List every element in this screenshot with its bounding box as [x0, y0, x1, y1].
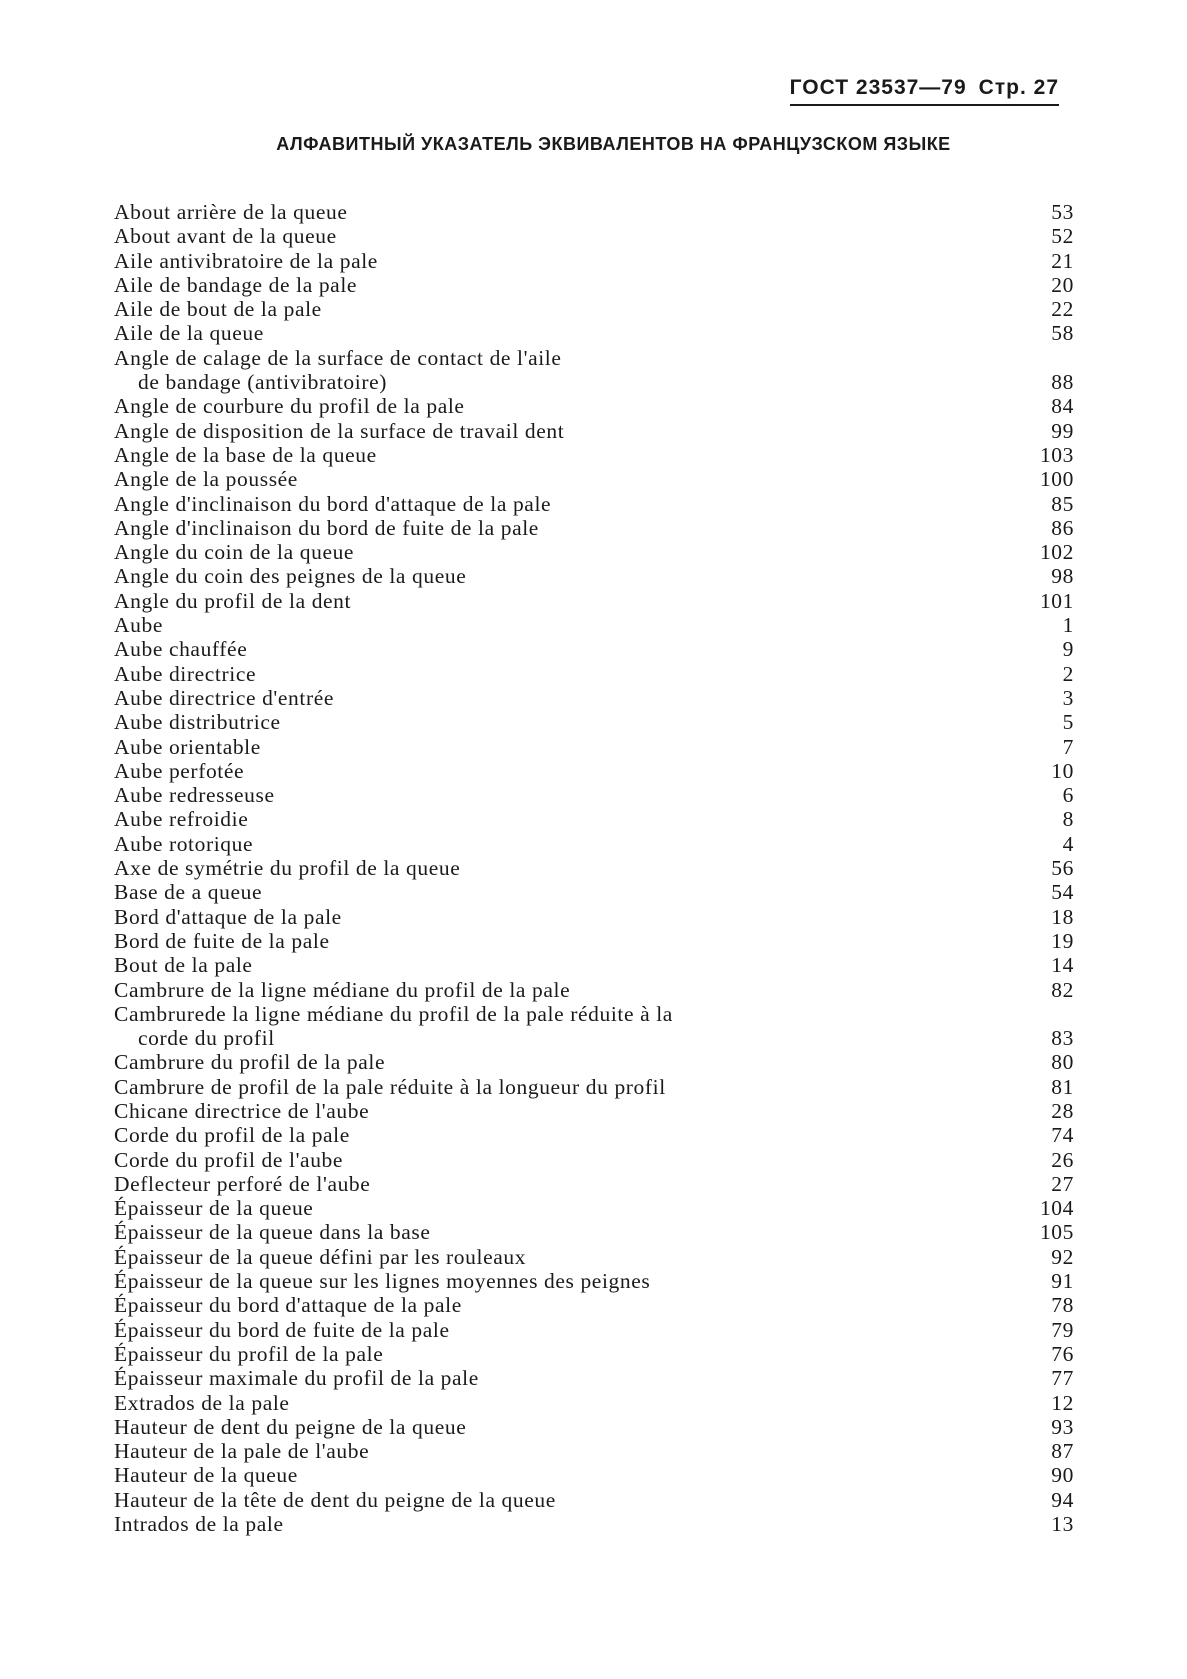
index-entry [114, 1342, 1074, 1366]
entry-page-number: 99 [1051, 418, 1074, 443]
index-entry [114, 637, 1074, 661]
index-entry [114, 1293, 1074, 1317]
index-entry [114, 905, 1074, 929]
entry-page-number: 92 [1051, 1244, 1074, 1269]
entry-term: Cambrure du profil de la pale [114, 1050, 386, 1075]
entry-page-number: 83 [1051, 1026, 1074, 1051]
index-entry [114, 1220, 1074, 1244]
index-entry [114, 613, 1074, 637]
entry-page-number: 13 [1051, 1512, 1074, 1537]
entry-page-number: 85 [1051, 491, 1074, 516]
entry-term: Aube perfotée [114, 758, 245, 783]
entry-term: Aube directrice [114, 661, 257, 686]
entry-page-number: 79 [1051, 1317, 1074, 1342]
entry-page-number: 80 [1051, 1050, 1074, 1075]
entry-page-number: 78 [1051, 1293, 1074, 1318]
entry-page-number: 27 [1051, 1171, 1074, 1196]
entry-term: Épaisseur maximale du profil de la pale [114, 1366, 479, 1391]
index-entry [114, 1269, 1074, 1293]
entry-term: Base de a queue [114, 880, 263, 905]
entry-term: Aube redresseuse [114, 783, 275, 808]
entry-page-number: 88 [1051, 370, 1074, 395]
index-entry [114, 710, 1074, 734]
entry-term: Aube refroidie [114, 807, 249, 832]
entry-term: Hauteur de dent du peigne de la queue [114, 1414, 467, 1439]
index-entry [114, 735, 1074, 759]
entry-term: Épaisseur de la queue défini par les rouleaux [114, 1244, 527, 1269]
entry-term: Cambrure de profil de la pale réduite à la longueur du profil [114, 1074, 666, 1099]
entry-term: Angle de la poussée [114, 467, 298, 492]
entry-page-number: 87 [1051, 1439, 1074, 1464]
entry-page-number: 81 [1051, 1074, 1074, 1099]
index-entry [114, 273, 1074, 297]
index-entry [114, 929, 1074, 953]
index-entry [114, 249, 1074, 273]
entry-page-number: 12 [1051, 1390, 1074, 1415]
entry-page-number: 77 [1051, 1366, 1074, 1391]
index-entry [114, 589, 1074, 613]
index-entry [114, 200, 1074, 224]
entry-page-number: 2 [1062, 661, 1074, 686]
entry-page-number: 4 [1062, 831, 1074, 856]
entry-term: Angle du profil de la dent [114, 588, 352, 613]
index-entry [114, 1463, 1074, 1487]
entry-page-number: 76 [1051, 1341, 1074, 1366]
entry-term: Aube directrice d'entrée [114, 685, 335, 710]
entry-page-number: 10 [1051, 758, 1074, 783]
index-entry [114, 1488, 1074, 1512]
index-entry [114, 394, 1074, 418]
entry-term: Angle de calage de la surface de contact de l'aile [114, 345, 562, 370]
entry-term: Corde du profil de la pale [114, 1123, 350, 1148]
index-entry [114, 783, 1074, 807]
entry-page-number: 7 [1062, 734, 1074, 759]
page-header [790, 76, 1059, 106]
entry-term: Épaisseur du profil de la pale [114, 1341, 384, 1366]
entry-term: Aile de bandage de la pale [114, 272, 358, 297]
entry-page-number: 102 [1039, 540, 1074, 565]
entry-term: Épaisseur de la queue dans la base [114, 1220, 431, 1245]
entry-term: Cambrure de la ligne médiane du profil de la pale [114, 977, 571, 1002]
index-entry [114, 1318, 1074, 1342]
entry-term: Aile de bout de la pale [114, 297, 322, 322]
entry-page-number: 6 [1062, 783, 1074, 808]
entry-term: Angle d'inclinaison du bord de fuite de la pale [114, 515, 539, 540]
entry-term: Aile de la queue [114, 321, 264, 346]
entry-term: About arrière de la queue [114, 200, 348, 224]
index-entry [114, 1099, 1074, 1123]
entry-page-number: 19 [1051, 928, 1074, 953]
entry-page-number: 3 [1062, 685, 1074, 710]
entry-page-number: 58 [1051, 321, 1074, 346]
entry-page-number: 91 [1051, 1269, 1074, 1294]
entry-page-number: 103 [1039, 442, 1074, 467]
entry-page-number: 9 [1062, 637, 1074, 662]
index-entry [114, 1002, 1074, 1051]
entry-term: Intrados de la pale [114, 1512, 284, 1537]
entry-term: Bord d'attaque de la pale [114, 904, 342, 929]
entry-term: Angle de courbure du profil de la pale [114, 394, 465, 419]
entry-page-number: 101 [1039, 588, 1074, 613]
index-entry [114, 443, 1074, 467]
index-entry [114, 1050, 1074, 1074]
entry-term: Axe de symétrie du profil de la queue [114, 856, 461, 881]
index-entry [114, 880, 1074, 904]
index-entry [114, 686, 1074, 710]
entry-term: Aube orientable [114, 734, 261, 759]
index-entry [114, 540, 1074, 564]
index-entry [114, 419, 1074, 443]
entry-term: Deflecteur perforé de l'aube [114, 1171, 371, 1196]
entry-page-number: 90 [1051, 1463, 1074, 1488]
entry-term: Hauteur de la tête de dent du peigne de la queue [114, 1487, 556, 1512]
entry-page-number: 28 [1051, 1098, 1074, 1123]
index-entry [114, 1366, 1074, 1390]
entry-page-number: 8 [1062, 807, 1074, 832]
index-list [114, 200, 1074, 1536]
entry-page-number: 1 [1062, 613, 1074, 638]
index-entry [114, 1439, 1074, 1463]
entry-term: Corde du profil de l'aube [114, 1147, 344, 1172]
entry-term: Angle de la base de la queue [114, 442, 377, 467]
entry-page-number: 104 [1039, 1196, 1074, 1221]
entry-term: Hauteur de la queue [114, 1463, 298, 1488]
entry-term: Épaisseur de la queue sur les lignes moyennes des peignes [114, 1269, 651, 1294]
entry-term: Cambrurede la ligne médiane du profil de la pale réduite à la [114, 1001, 673, 1026]
index-entry [114, 516, 1074, 540]
entry-page-number: 94 [1051, 1487, 1074, 1512]
entry-term: Angle de disposition de la surface de travail dent [114, 418, 565, 443]
entry-page-number: 53 [1051, 200, 1074, 224]
entry-page-number: 22 [1051, 297, 1074, 322]
index-entry [114, 564, 1074, 588]
entry-page-number: 14 [1051, 953, 1074, 978]
entry-term: About avant de la queue [114, 224, 337, 249]
entry-term-continuation: corde du profil [138, 1026, 275, 1051]
entry-page-number: 82 [1051, 977, 1074, 1002]
entry-page-number: 105 [1039, 1220, 1074, 1245]
index-entry [114, 662, 1074, 686]
index-entry [114, 1172, 1074, 1196]
index-entry [114, 1196, 1074, 1220]
page-label: Стр. [978, 76, 1027, 99]
page-title: АЛФАВИТНЫЙ УКАЗАТЕЛЬ ЭКВИВАЛЕНТОВ НА ФРАНЦУЗСКОМ ЯЗЫКЕ [276, 134, 951, 154]
entry-term: Angle d'inclinaison du bord d'attaque de la pale [114, 491, 552, 516]
page-number: 27 [1033, 76, 1059, 99]
index-entry [114, 807, 1074, 831]
index-entry [114, 1245, 1074, 1269]
entry-term: Aile antivibratoire de la pale [114, 248, 378, 273]
entry-term: Bord de fuite de la pale [114, 928, 330, 953]
entry-term: Aube chauffée [114, 637, 248, 662]
entry-term: Bout de la pale [114, 953, 253, 978]
index-entry [114, 953, 1074, 977]
index-entry [114, 832, 1074, 856]
index-entry [114, 1415, 1074, 1439]
entry-term: Aube distributrice [114, 710, 281, 735]
entry-term: Hauteur de la pale de l'aube [114, 1439, 370, 1464]
entry-term: Épaisseur du bord de fuite de la pale [114, 1317, 450, 1342]
entry-term: Épaisseur de la queue [114, 1196, 314, 1221]
entry-page-number: 20 [1051, 272, 1074, 297]
index-entry [114, 759, 1074, 783]
entry-page-number: 98 [1051, 564, 1074, 589]
entry-term: Angle du coin de la queue [114, 540, 355, 565]
index-entry [114, 492, 1074, 516]
index-entry [114, 1123, 1074, 1147]
entry-page-number: 5 [1062, 710, 1074, 735]
index-entry [114, 1391, 1074, 1415]
entry-page-number: 56 [1051, 856, 1074, 881]
entry-page-number: 93 [1051, 1414, 1074, 1439]
entry-page-number: 52 [1051, 224, 1074, 249]
entry-term: Aube [114, 613, 163, 638]
standard-number: ГОСТ 23537—79 [789, 76, 967, 99]
index-entry [114, 321, 1074, 345]
index-entry [114, 1148, 1074, 1172]
entry-page-number: 84 [1051, 394, 1074, 419]
index-entry [114, 1075, 1074, 1099]
entry-page-number: 26 [1051, 1147, 1074, 1172]
index-entry [114, 856, 1074, 880]
entry-page-number: 18 [1051, 904, 1074, 929]
index-entry [114, 297, 1074, 321]
index-entry [114, 346, 1074, 395]
entry-page-number: 100 [1039, 467, 1074, 492]
entry-page-number: 21 [1051, 248, 1074, 273]
entry-term: Aube rotorique [114, 831, 254, 856]
index-entry [114, 1512, 1074, 1536]
index-entry [114, 224, 1074, 248]
index-entry [114, 467, 1074, 491]
entry-page-number: 86 [1051, 515, 1074, 540]
entry-term: Extrados de la pale [114, 1390, 290, 1415]
entry-term: Chicane directrice de l'aube [114, 1098, 370, 1123]
entry-term: Épaisseur du bord d'attaque de la pale [114, 1293, 462, 1318]
entry-term: Angle du coin des peignes de la queue [114, 564, 467, 589]
index-entry [114, 978, 1074, 1002]
entry-page-number: 74 [1051, 1123, 1074, 1148]
entry-term-continuation: de bandage (antivibratoire) [138, 370, 388, 395]
entry-page-number: 54 [1051, 880, 1074, 905]
